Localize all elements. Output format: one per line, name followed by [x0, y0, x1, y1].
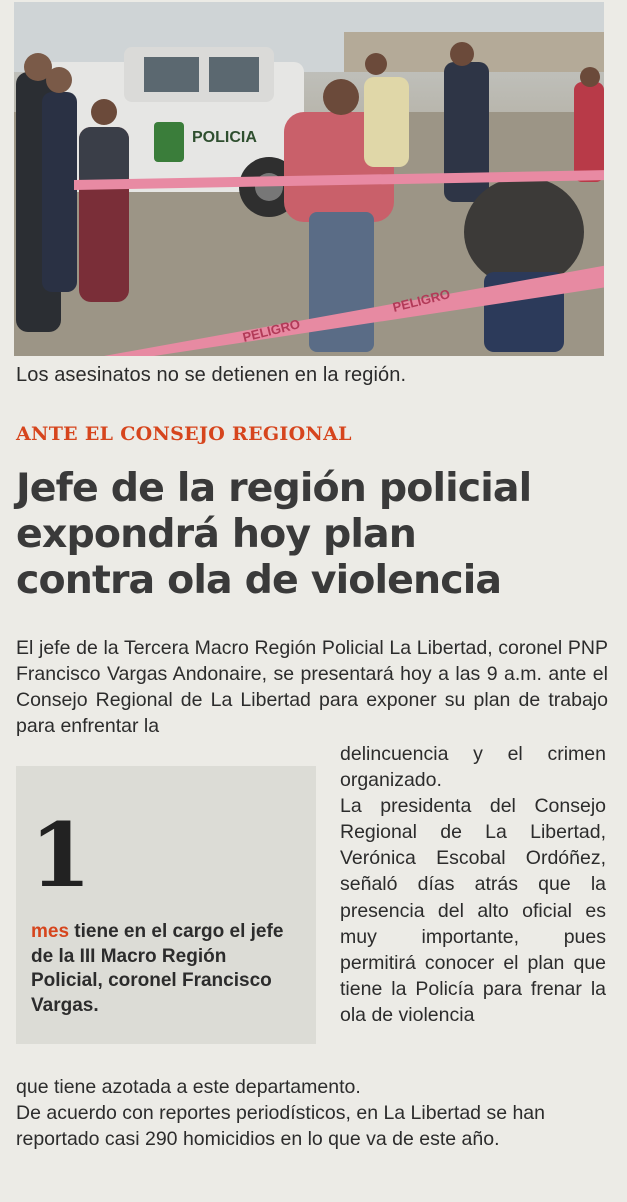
headline-line: expondrá hoy plan — [16, 511, 417, 557]
photo-caption: Los asesinatos no se detienen en la región. — [16, 364, 407, 386]
svg-text:PELIGRO: PELIGRO — [241, 316, 302, 345]
article-column — [340, 741, 606, 1028]
sidebar-body: tiene en el cargo el jefe de la III Macro Región Policial, coronel Francisco Vargas. — [31, 921, 284, 1016]
sidebar-number: 1 — [30, 803, 92, 907]
article-tail — [16, 1074, 608, 1152]
sidebar-accent-word: mes — [31, 921, 70, 942]
headline-line: Jefe de la región policial — [16, 465, 532, 511]
article-paragraph: delincuencia y el crimen organizado. — [340, 743, 606, 792]
news-photo — [14, 2, 604, 356]
article-paragraph: que tiene azotada a este departamento. — [16, 1076, 361, 1098]
headline — [16, 465, 616, 603]
article-lead-paragraph: El jefe de la Tercera Macro Región Policial La Libertad, coronel PNP Francisco Vargas Andonaire, se presentará hoy a las 9 a.m. ante el Consejo Regional de La Libertad para exponer su plan de trabajo para enfrentar la — [16, 637, 608, 738]
headline-line: contra ola de violencia — [16, 557, 502, 603]
article-paragraph: La presidenta del Consejo Regional de La Libertad, Verónica Escobal Ordóñez, señaló días atrás que la presencia del alto oficial es muy importante, pues permitirá conocer el plan que tiene la Policía para frenar la ola de violencia — [340, 795, 606, 1026]
article-paragraph: De acuerdo con reportes periodísticos, en La Libertad se han reportado casi 290 homicidios en lo que va de este año. — [16, 1102, 545, 1151]
crime-scene-illustration — [14, 2, 604, 356]
police-label: POLICIA — [192, 129, 257, 146]
sidebar-text — [31, 920, 291, 1018]
section-kicker: ANTE EL CONSEJO REGIONAL — [16, 423, 352, 445]
svg-text:PELIGRO: PELIGRO — [391, 286, 452, 315]
